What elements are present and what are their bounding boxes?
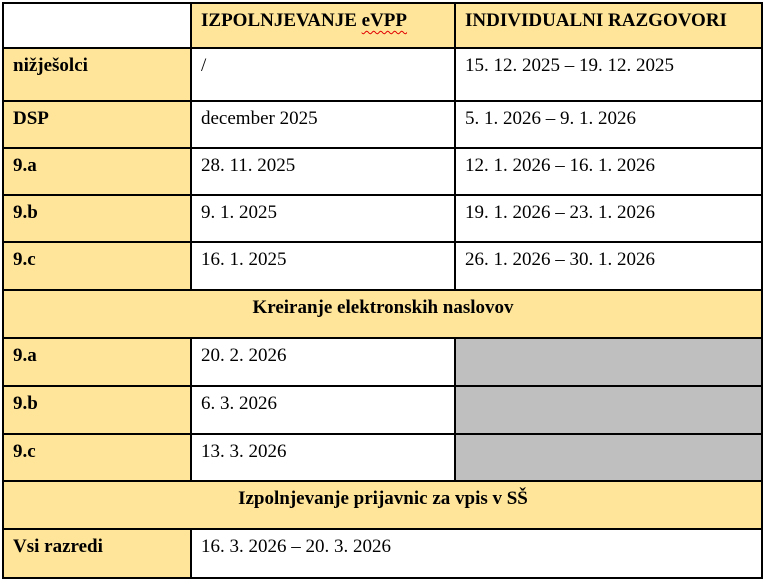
table-row (3, 529, 762, 578)
razgovori-date-cell: 19. 1. 2026 – 23. 1. 2026 (455, 195, 762, 242)
razgovori-date-cell: 26. 1. 2026 – 30. 1. 2026 (455, 242, 762, 290)
header-razgovori-cell: INDIVIDUALNI RAZGOVORI (455, 3, 762, 48)
date-cell: 13. 3. 2026 (191, 434, 455, 481)
table-row (3, 386, 762, 434)
table-row (3, 101, 762, 148)
table-row (3, 242, 762, 290)
section2-title: Izpolnjevanje prijavnic za vpis v SŠ (3, 481, 762, 529)
row-label-cell: 9.c (3, 434, 191, 481)
row-label-cell: 9.a (3, 338, 191, 386)
row-label-cell: DSP (3, 101, 191, 148)
row-label-cell: 9.a (3, 148, 191, 195)
table-row (3, 148, 762, 195)
table-row (3, 338, 762, 386)
row-label-cell: nižješolci (3, 48, 191, 101)
date-cell: 20. 2. 2026 (191, 338, 455, 386)
evpp-date-cell: december 2025 (191, 101, 455, 148)
row-label-cell: 9.b (3, 386, 191, 434)
razgovori-date-cell: 12. 1. 2026 – 16. 1. 2026 (455, 148, 762, 195)
grayed-out-cell (455, 386, 762, 434)
header-evpp-misspelled-word: eVPP (361, 10, 408, 31)
table-row (3, 195, 762, 242)
header-evpp-prefix: IZPOLNJEVANJE (201, 10, 362, 31)
row-label-cell: Vsi razredi (3, 529, 191, 578)
date-range-cell: 16. 3. 2026 – 20. 3. 2026 (191, 529, 762, 578)
date-cell: 6. 3. 2026 (191, 386, 455, 434)
grayed-out-cell (455, 434, 762, 481)
corner-cell (3, 3, 191, 48)
section-header-row (3, 290, 762, 338)
header-evpp-cell (191, 3, 455, 48)
evpp-date-cell: / (191, 48, 455, 101)
grayed-out-cell (455, 338, 762, 386)
schedule-table (2, 2, 763, 579)
row-label-cell: 9.b (3, 195, 191, 242)
header-row (3, 3, 762, 48)
razgovori-date-cell: 5. 1. 2026 – 9. 1. 2026 (455, 101, 762, 148)
evpp-date-cell: 28. 11. 2025 (191, 148, 455, 195)
row-label-cell: 9.c (3, 242, 191, 290)
section1-title: Kreiranje elektronskih naslovov (3, 290, 762, 338)
table-row (3, 48, 762, 101)
evpp-date-cell: 9. 1. 2025 (191, 195, 455, 242)
evpp-date-cell: 16. 1. 2025 (191, 242, 455, 290)
table-row (3, 434, 762, 481)
section-header-row (3, 481, 762, 529)
razgovori-date-cell: 15. 12. 2025 – 19. 12. 2025 (455, 48, 762, 101)
